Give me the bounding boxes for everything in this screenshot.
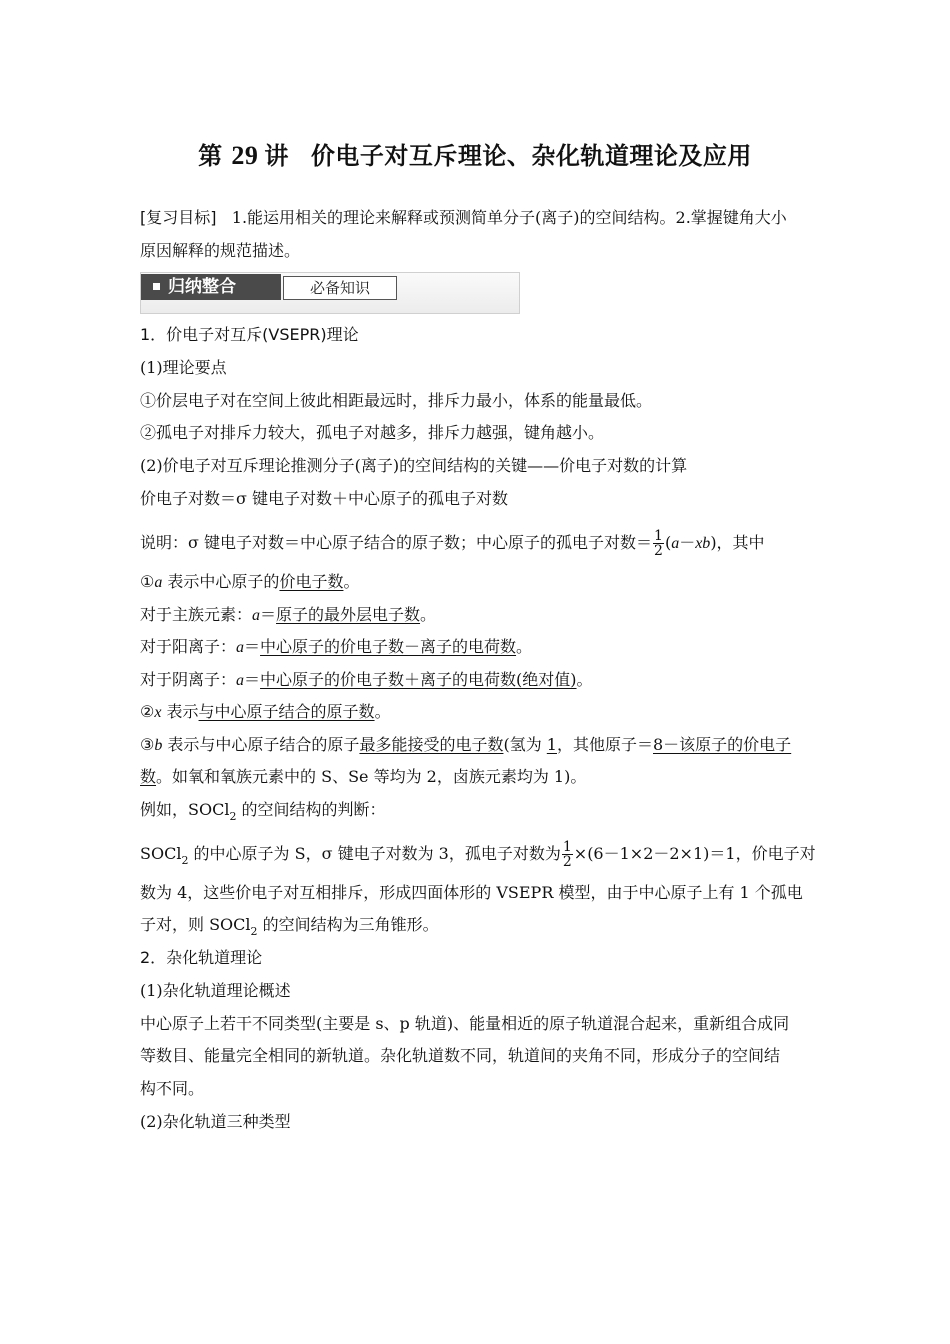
objective-text-1: 1.能运用相关的理论来解释或预测简单分子(离子)的空间结构。2.掌握键角大小 (231, 208, 787, 227)
s1-formula: 价电子对数＝σ 键电子对数＋中心原子的孤电子对数 (140, 489, 509, 508)
s1-p1-title: (1)理论要点 (140, 358, 227, 377)
s1-b-def: ③b 表示与中心原子结合的原子最多能接受的电子数(氢为 1，其他原子＝8－该原子的价电子 (140, 735, 792, 754)
s1-p2-title: (2)价电子对互斥理论推测分子(离子)的空间结构的关键——价电子对数的计算 (140, 456, 688, 475)
s1-x-def: ②x 表示与中心原子结合的原子数。 (140, 702, 391, 721)
s1-socl2-line-3: 子对，则 SOCl$_2$ 的空间结构为三角锥形。 (140, 915, 439, 938)
banner-light-tab: 必备知识 (283, 276, 397, 300)
s2-p1-line-1: 中心原子上若干不同类型(主要是 s、p 轨道)、能量相近的原子轨道混合起来，重新组合成同 (140, 1014, 790, 1033)
square-bullet-icon (153, 283, 160, 290)
fraction-half: $\frac{1}{2}$ (562, 839, 572, 870)
objective-line-2: 原因解释的规范描述。 (140, 241, 301, 260)
s1-main-group: 对于主族元素：a＝原子的最外层电子数。 (140, 605, 437, 624)
objective-line-1 (140, 207, 787, 229)
title-unit: 讲 (264, 142, 289, 170)
objective-label: [复习目标] (140, 208, 217, 227)
banner-dark-tab (141, 274, 281, 300)
s2-p1-title: (1)杂化轨道理论概述 (140, 981, 291, 1000)
s1-note: 说明：σ 键电子对数＝中心原子结合的原子数；中心原子的孤电子对数＝ $\frac{1}{2}$ (a－xb)，其中 (140, 528, 765, 559)
section-1-heading: 1．价电子对互斥(VSEPR)理论 (140, 325, 359, 344)
s2-p1-line-2: 等数目、能量完全相同的新轨道。杂化轨道数不同，轨道间的夹角不同，形成分子的空间结 (140, 1046, 781, 1065)
s1-cation: 对于阳离子：a＝中心原子的价电子数－离子的电荷数。 (140, 637, 533, 656)
title-number: 29 (231, 141, 259, 170)
s1-socl2-line-2: 数为 4，这些价电子对互相排斥，形成四面体形的 VSEPR 模型，由于中心原子上有 1 个孤电 (140, 883, 803, 902)
s1-p1-a: ①价层电子对在空间上彼此相距最远时，排斥力最小，体系的能量最低。 (140, 391, 653, 410)
fraction-half: $\frac{1}{2}$ (654, 528, 663, 559)
s2-p1-line-3: 构不同。 (140, 1079, 205, 1098)
section-banner (140, 272, 520, 314)
title-main: 价电子对互斥理论、杂化轨道理论及应用 (310, 142, 752, 170)
answer-underline: 原子的最外层电子数 (276, 605, 421, 624)
answer-underline: 中心原子的价电子数－离子的电荷数 (260, 637, 517, 656)
s1-a-def: ①a 表示中心原子的价电子数。 (140, 572, 360, 591)
s1-example: 例如，SOCl$_2$ 的空间结构的判断： (140, 800, 386, 823)
answer-underline: 价电子数 (279, 572, 344, 591)
answer-underline: 数 (140, 767, 157, 786)
answer-underline: 最多能接受的电子数 (359, 735, 504, 754)
answer-underline: 8－该原子的价电子 (653, 735, 792, 754)
s1-socl2-line-1: SOCl$_2$ 的中心原子为 S，σ 键电子对数为 3，孤电子对数为 $\frac{1}{2}$ ×(6－1×2－2×1)＝1，价电子对 (140, 839, 816, 870)
answer-underline: 中心原子的价电子数＋离子的电荷数(绝对值) (260, 670, 577, 689)
page-title (0, 136, 950, 171)
banner-dark-label: 归纳整合 (168, 277, 236, 297)
s1-b-def-cont: 数。如氧和氧族元素中的 S、Se 等均为 2，卤族元素均为 1)。 (140, 767, 587, 786)
answer-underline: 与中心原子结合的原子数 (198, 702, 375, 721)
s1-p1-b: ②孤电子对排斥力较大，孤电子对越多，排斥力越强，键角越小。 (140, 423, 605, 442)
s2-p2-title: (2)杂化轨道三种类型 (140, 1112, 291, 1131)
section-2-heading: 2．杂化轨道理论 (140, 948, 263, 967)
s1-anion: 对于阴离子：a＝中心原子的价电子数＋离子的电荷数(绝对值)。 (140, 670, 593, 689)
answer-underline: 1 (546, 735, 557, 754)
note-text: 说明：σ 键电子对数＝中心原子结合的原子数；中心原子的孤电子对数＝ (140, 533, 653, 552)
title-prefix: 第 (198, 142, 223, 170)
